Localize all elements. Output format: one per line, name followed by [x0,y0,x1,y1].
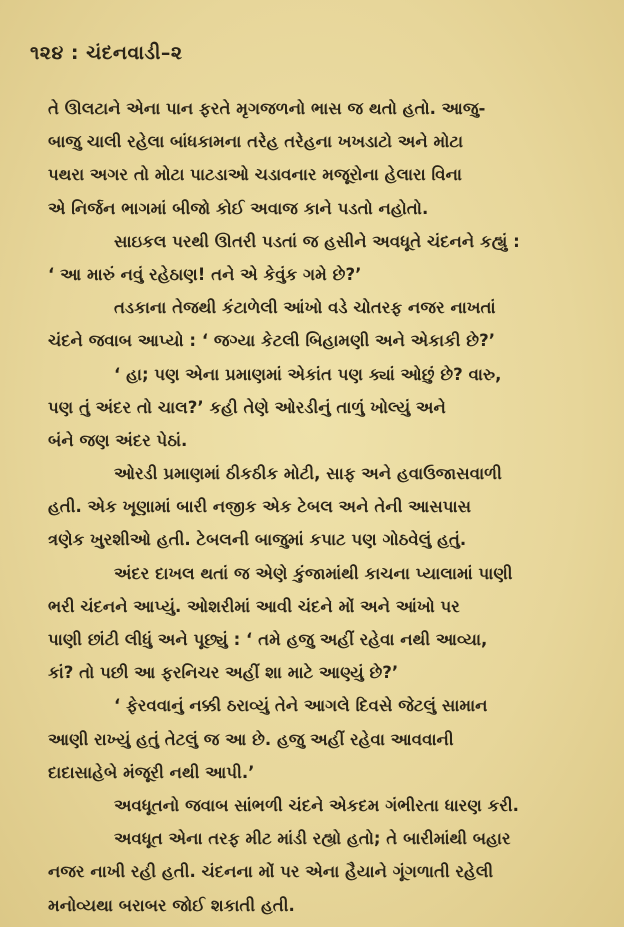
text-line: નજર નાખી રહી હતી. ચંદનના મોં પર એના હૈયાને ગૂંગળાતી રહેલી [48,862,494,882]
text-line: બંને જણ અંદર પેઠાં. [48,430,188,450]
text-line: પાણી છાંટી લીધું અને પૂછ્યું : ‘ તમે હજુ અહીં રહેવા નથી આવ્યા, [48,630,488,649]
text-line: બાજુ ચાલી રહેલા બાંધકામના તરેહ તરેહના ખખડાટો અને મોટા [48,132,464,152]
header-separator: : [63,42,87,64]
paragraph-start-line: ઓરડી પ્રમાણમાં ઠીકઠીક મોટી, સાફ અને હવાઉજાસવાળી [114,464,502,484]
paragraph-start-line: તડકાના તેજથી કંટાળેલી આંખો વડે ચોતરફ નજર નાખતાં [114,298,496,318]
text-line: તે ઊલટાને એના પાન ફરતે મૃગજળનો ભાસ જ થતો હતો. આજુ- [48,99,486,118]
text-line: દાદાસાહેબે મંજૂરી નથી આપી.’ [48,762,255,782]
paragraph-start-line: ‘ હા; પણ એના પ્રમાણમાં એકાંત પણ ક્યાં ઓછું છે? વારુ, [114,364,502,384]
paragraph-start-line: અંદર દાખલ થતાં જ એણે કુંજામાંથી કાચના પ્યાલામાં પાણી [114,563,513,583]
text-line: ‘ આ મારું નવું રહેઠાણ! તને એ કેવુંક ગમે છે?’ [48,264,362,284]
chapter-title: ચંદનવાડી–૨ [86,42,183,64]
text-line: એ નિર્જન ભાગમાં બીજો કોઈ અવાજ કાને પડતો નહોતો. [48,198,429,218]
paragraph-start-line: સાઇકલ પરથી ઊતરી પડતાં જ હસીને અવધૂતે ચંદનને કહ્યું : [114,231,520,251]
text-line: પથરા અગર તો મોટા પાટડાઓ ચડાવનાર મજૂરોના હેલારા વિના [48,165,462,185]
text-line: પણ તું અંદર તો ચાલ?’ કહી તેણે ઓરડીનું તાળું ખોલ્યું અને [48,397,446,417]
text-line: મનોવ્યથા બરાબર જોઈ શકાતી હતી. [48,895,295,915]
text-line: ત્રણેક ખુરશીઓ હતી. ટેબલની બાજુમાં કપાટ પણ ગોઠવેલું હતું. [48,530,467,550]
paragraph-start-line: અવધૂતનો જવાબ સાંભળી ચંદને એકદમ ગંભીરતા ધારણ કરી. [114,795,519,815]
page-number: ૧૨૪ [30,42,64,64]
text-line: ચંદને જવાબ આપ્યો : ‘ જગ્યા કેટલી બિહામણી અને એકાકી છે?’ [48,331,496,351]
paragraph-start-line: ‘ ફેરવવાનું નક્કી ઠરાવ્યું તેને આગલે દિવસે જેટલું સામાન [114,696,488,716]
body-text [48,92,596,922]
text-line: હતી. એક ખૂણામાં બારી નજીક એક ટેબલ અને તેની આસપાસ [48,497,472,517]
running-header [30,42,183,64]
text-line: આણી રાખ્યું હતું તેટલું જ આ છે. હજુ અહીં રહેવા આવવાની [48,729,454,749]
text-line: ભરી ચંદનને આપ્યું. ઓશરીમાં આવી ચંદને મોં અને આંખો પર [48,596,460,616]
paragraph-start-line: અવધૂત એના તરફ મીટ માંડી રહ્યો હતો; તે બારીમાંથી બહાર [114,829,511,849]
text-line: કાં? તો પછી આ ફરનિચર અહીં શા માટે આણ્યું છે?’ [48,663,399,683]
